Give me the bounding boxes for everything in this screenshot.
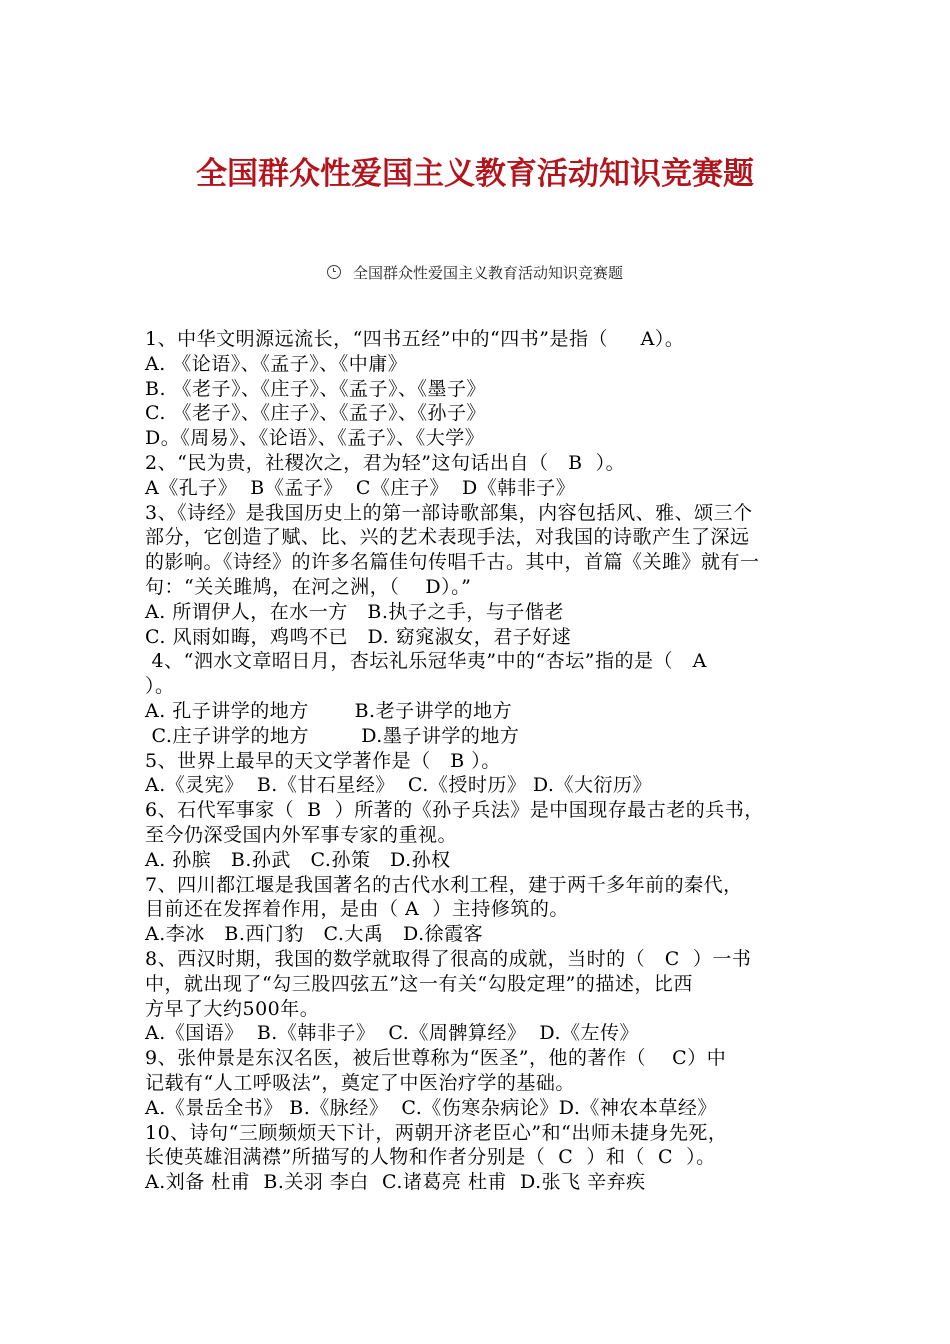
subtitle-text: 全国群众性爱国主义教育活动知识竞赛题 [352, 264, 623, 282]
text-line: 的影响。《诗经》的许多名篇佳句传唱千古。其中，首篇《关雎》就有一 [145, 551, 760, 574]
text-line: 9、张仲景是东汉名医，被后世尊称为“医圣”，他的著作（ C）中 [145, 1047, 727, 1070]
text-line: 1、中华文明源远流长，“四书五经”中的“四书”是指（ A）。 [145, 328, 685, 350]
text-line: 5、世界上最早的天文学著作是（ B ）。 [145, 749, 501, 772]
text-line: B. 《老子》、《庄子》、《孟子》、《墨子》 [145, 377, 487, 400]
text-line: A.《景岳全书》 B.《脉经》 C.《伤寒杂病论》D.《神农本草经》 [145, 1096, 717, 1119]
text-line: 3、《诗经》是我国历史上的第一部诗歌部集，内容包括风、雅、颂三个 [145, 501, 753, 524]
text-line: C. 风雨如晦，鸡鸣不已 D. 窈窕淑女，君子好逑 [145, 625, 572, 648]
text-line: 记载有“人工呼吸法”，奠定了中医治疗学的基础。 [145, 1071, 575, 1094]
text-line: 4、“泗水文章昭日月，杏坛礼乐冠华夷”中的“杏坛”指的是（ A [145, 650, 707, 673]
text-line: C.庄子讲学的地方 D.墨子讲学的地方 [145, 724, 520, 747]
text-line: 2、“民为贵，社稷次之，君为轻”这句话出自（ B ）。 [145, 451, 626, 474]
text-line: C. 《老子》、《庄子》、《孟子》、《孙子》 [145, 402, 486, 425]
text-line: A.刘备 杜甫 B.关羽 李白 C.诸葛亮 杜甫 D.张飞 辛弃疾 [145, 1171, 646, 1194]
text-line: A. 孔子讲学的地方 B.老子讲学的地方 [145, 699, 513, 722]
text-line: ）。 [145, 675, 175, 698]
text-line: A.李冰 B.西门豹 C.大禹 D.徐霞客 [145, 923, 484, 946]
text-line: 句：“关关雎鸠，在河之洲，（ D）。” [145, 575, 472, 598]
text-line: 至今仍深受国内外军事专家的重视。 [145, 823, 458, 846]
text-line: 部分，它创造了赋、比、兴的艺术表现手法，对我国的诗歌产生了深远 [145, 526, 750, 549]
text-line: A.《国语》 B.《韩非子》 C.《周髀算经》 D.《左传》 [145, 1022, 639, 1045]
text-line: D。《周易》、《论语》、《孟子》、《大学》 [145, 427, 485, 450]
text-line: A. 孙膑 B.孙武 C.孙策 D.孙权 [145, 848, 451, 871]
page-title: 全国群众性爱国主义教育活动知识竞赛题 [196, 156, 754, 192]
text-line: 长使英雄泪满襟”所描写的人物和作者分别是（ C ）和（ C ）。 [145, 1146, 716, 1169]
text-line: 6、石代军事家（ B ）所著的《孙子兵法》是中国现存最古老的兵书， [145, 799, 764, 822]
subtitle [0, 262, 950, 284]
clock-icon [327, 265, 341, 279]
text-line: 7、四川都江堰是我国著名的古代水利工程，建于两千多年前的秦代， [145, 873, 743, 896]
text-line: A.《灵宪》 B.《甘石星经》 C.《授时历》 D.《大衍历》 [145, 774, 652, 797]
quiz-content [145, 327, 810, 1195]
text-line: 目前还在发挥着作用，是由（ A ）主持修筑的。 [145, 898, 569, 921]
text-line: 方早了大约500年。 [145, 997, 320, 1020]
text-line: 中，就出现了“勾三股四弦五”这一有关“勾股定理”的描述，比西 [145, 972, 693, 995]
text-line: A《孔子》 B《孟子》 C《庄子》 D《韩非子》 [145, 476, 576, 499]
text-line: 8、西汉时期，我国的数学就取得了很高的成就，当时的（ C ）一书 [145, 947, 752, 970]
text-line: A. 所谓伊人，在水一方 B.执子之手，与子偕老 [145, 600, 564, 623]
text-line: 10、诗句“三顾频烦天下计，两朝开济老臣心”和“出师未捷身先死， [145, 1121, 728, 1144]
text-line: A. 《论语》、《孟子》、《中庸》 [145, 352, 408, 375]
